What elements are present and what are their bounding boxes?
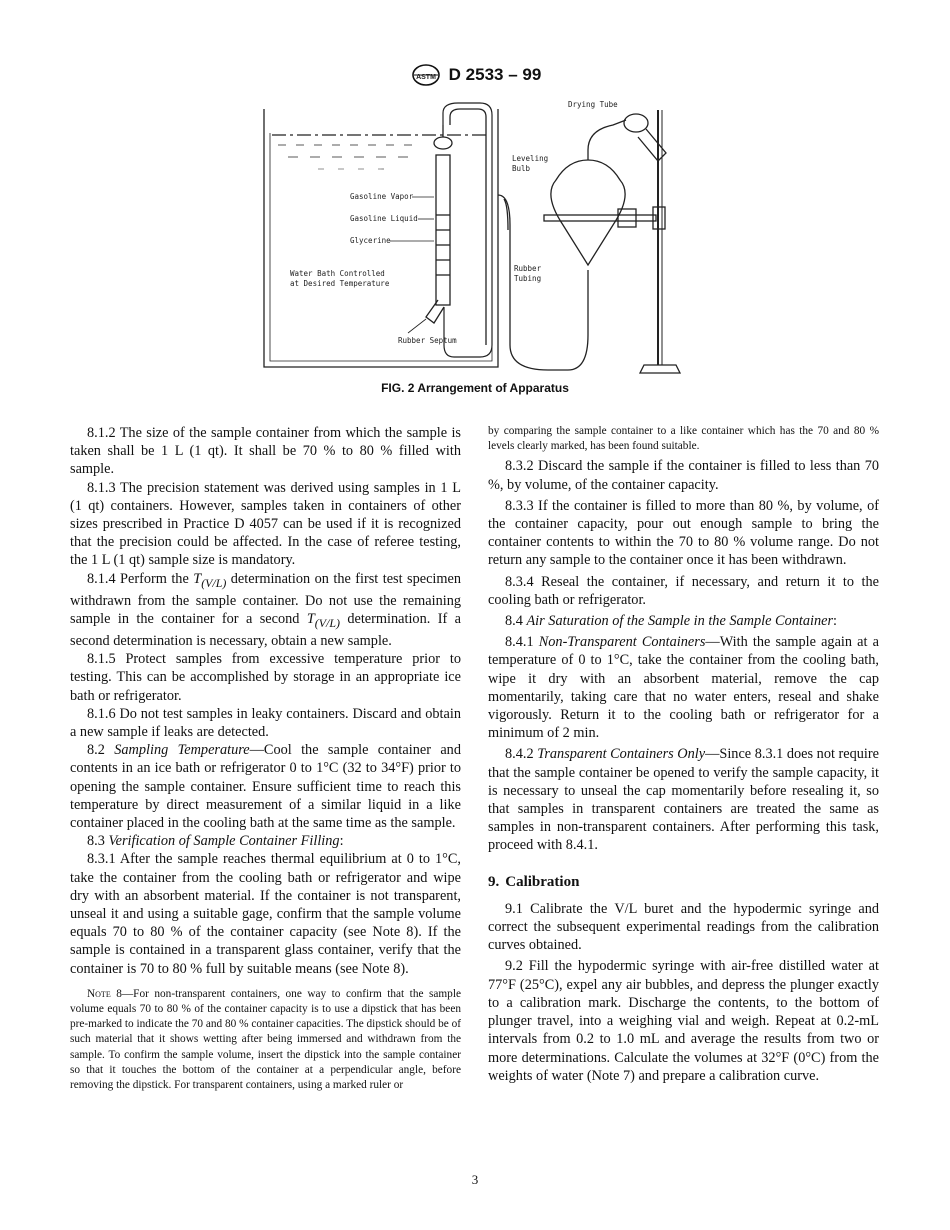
astm-logo-text: ASTM — [415, 74, 436, 81]
astm-logo-icon — [409, 63, 443, 87]
label-gasoline-liquid: Gasoline Liquid — [350, 214, 418, 223]
label-rubber-septum: Rubber Septum — [398, 336, 457, 345]
para-9-2: 9.2 Fill the hypodermic syringe with air-free distilled water at 77°F (25°C), expel any air bubbles, and depress the plunger exactly to a calibration mark. Discharge the contents, to the bottom of plunger travel, into a weighing vial and weigh. Repeat at 0.2-mL intervals from 0.2 to 1.0 mL and average the results from two or more determinations. Calculate the volumes at 32°F (0°C) from the weights of water (Note 7) and prepare a calibration curve. — [488, 958, 879, 1084]
left-column — [70, 424, 461, 1093]
apparatus-diagram — [258, 95, 690, 380]
apparatus-figure — [258, 95, 690, 380]
para-8-3-2: 8.3.2 Discard the sample if the container is filled to less than 70 %, by volume, of the container capacity. — [488, 458, 879, 493]
label-leveling-bulb-2: Bulb — [512, 164, 531, 173]
leveling-bulb — [551, 160, 625, 265]
label-gasoline-vapor: Gasoline Vapor — [350, 192, 414, 201]
para-8-1-2: 8.1.2 The size of the sample container from which the sample is taken shall be 1 L (1 qt). It shall be 70 % to 80 % filled with sample. — [70, 425, 461, 478]
page-number: 3 — [471, 1172, 479, 1187]
para-8-4: 8.4 Air Saturation of the Sample in the Sample Container: — [505, 613, 838, 630]
para-8-4-1: 8.4.1 Non-Transparent Containers—With the sample again at a temperature of 0 to 1°C, take the container from the cooling bath, wipe it dry with an absorbent material, remove the cap momentarily, taking care that no water enters, reseal and shake vigorously. Return it to the cooling bath or refrigerator for a minimum of 2 min. — [488, 634, 879, 742]
figure-caption: FIG. 2 Arrangement of Apparatus — [381, 381, 569, 395]
page-header — [0, 63, 950, 92]
note-8-continued: by comparing the sample container to a like container which has the 70 and 80 % levels clearly marked, has been found suitable. — [488, 425, 879, 453]
para-9-1: 9.1 Calibrate the V/L buret and the hypodermic syringe and correct the subsequent experimental readings from the calibration curves obtained. — [488, 900, 879, 954]
para-8-4-2: 8.4.2 Transparent Containers Only—Since 8.3.1 does not require that the sample container be opened to verify the sample capacity, it is necessary to unseal the cap momentarily before resealing it, so that samples in transparent containers are treated the same as samples in non-transparent containers. After performing this task, proceed with 8.4.1. — [488, 746, 880, 854]
right-column — [488, 424, 879, 1085]
label-leveling-bulb-1: Leveling — [512, 154, 549, 163]
para-8-1-5: 8.1.5 Protect samples from excessive temperature prior to testing. This can be accomplished by storage in an appropriate ice bath or refrigerator. — [70, 651, 461, 704]
para-8-3: 8.3 Verification of Sample Container Filling: — [87, 833, 344, 850]
section-9-heading: 9. Calibration — [488, 873, 580, 890]
drying-tube — [588, 120, 626, 150]
label-drying-tube: Drying Tube — [568, 100, 618, 109]
document-designation: D 2533 – 99 — [448, 65, 542, 84]
label-glycerine: Glycerine — [350, 236, 391, 245]
label-rubber-tubing-2: Tubing — [514, 274, 542, 283]
para-8-1-6: 8.1.6 Do not test samples in leaky containers. Discard and obtain a new sample if leaks are detected. — [70, 705, 461, 740]
label-water-bath-1: Water Bath Controlled — [290, 269, 385, 278]
para-8-2: 8.2 Sampling Temperature—Cool the sample container and contents in an ice bath or refrigerator 0 to 1°C (32 to 34°F) prior to opening the sample container. Ensure sufficient time to reach this temperature by direct measurement of a similar liquid in a like container placed in the cooling bath at the same time as the sample. — [70, 742, 461, 831]
para-8-3-1: 8.3.1 After the sample reaches thermal equilibrium at 0 to 1°C, take the container from the cooling bath or refrigerator and wipe dry with an absorbent material. If the container is not transparent, unseal it and using a suitable gage, confirm that the sample volume equals 70 to 80 % of the container capacity (see Note 8). If the sample is contained in a transparent glass container, verify that the container is 70 to 80 % full by suitable means (see Note 8). — [70, 851, 461, 977]
note-8: Note 8—For non-transparent containers, one way to confirm that the sample volume equals 70 to 80 % of the container capacity is to use a dipstick that has been pre-marked to indicate the 70 and 80 % container capacities. The dipstick should be of such material that it shows wetting after being immersed and withdrawn from the sample. To confirm the sample volume, insert the dipstick into the sample container so that it touches the bottom of the container at a perpendicular angle, before removing the dipstick. For transparent containers, using a marked ruler or — [70, 987, 461, 1092]
label-water-bath-2: at Desired Temperature — [290, 279, 390, 288]
label-rubber-tubing-1: Rubber — [514, 264, 542, 273]
para-8-1-4: 8.1.4 Perform the $T_{(V/L)}$ determination on the first test specimen withdrawn from the sample container. Do not use the remaining sample in the container for a second $T_{(V/L)}$ determination. If a second determination is necessary, obtain a new sample. — [70, 570, 461, 649]
para-8-3-4: 8.3.4 Reseal the container, if necessary, and return it to the cooling bath or refrigerator. — [488, 573, 879, 608]
para-8-1-3: 8.1.3 The precision statement was derived using samples in 1 L (1 qt) containers. However, samples taken in containers of other sizes prescribed in Practice D 4057 can be used if it is recognized that the precision could be affected. In the case of referee testing, the 1 L (1 qt) sample size is mandatory. — [70, 479, 461, 569]
para-8-3-3: 8.3.3 If the container is filled to more than 80 %, by volume, of the container capacity, pour out enough sample to bring the container contents to within the 70 to 80 % volume range. Do not return any sample to the container once it has been withdrawn. — [488, 497, 879, 569]
